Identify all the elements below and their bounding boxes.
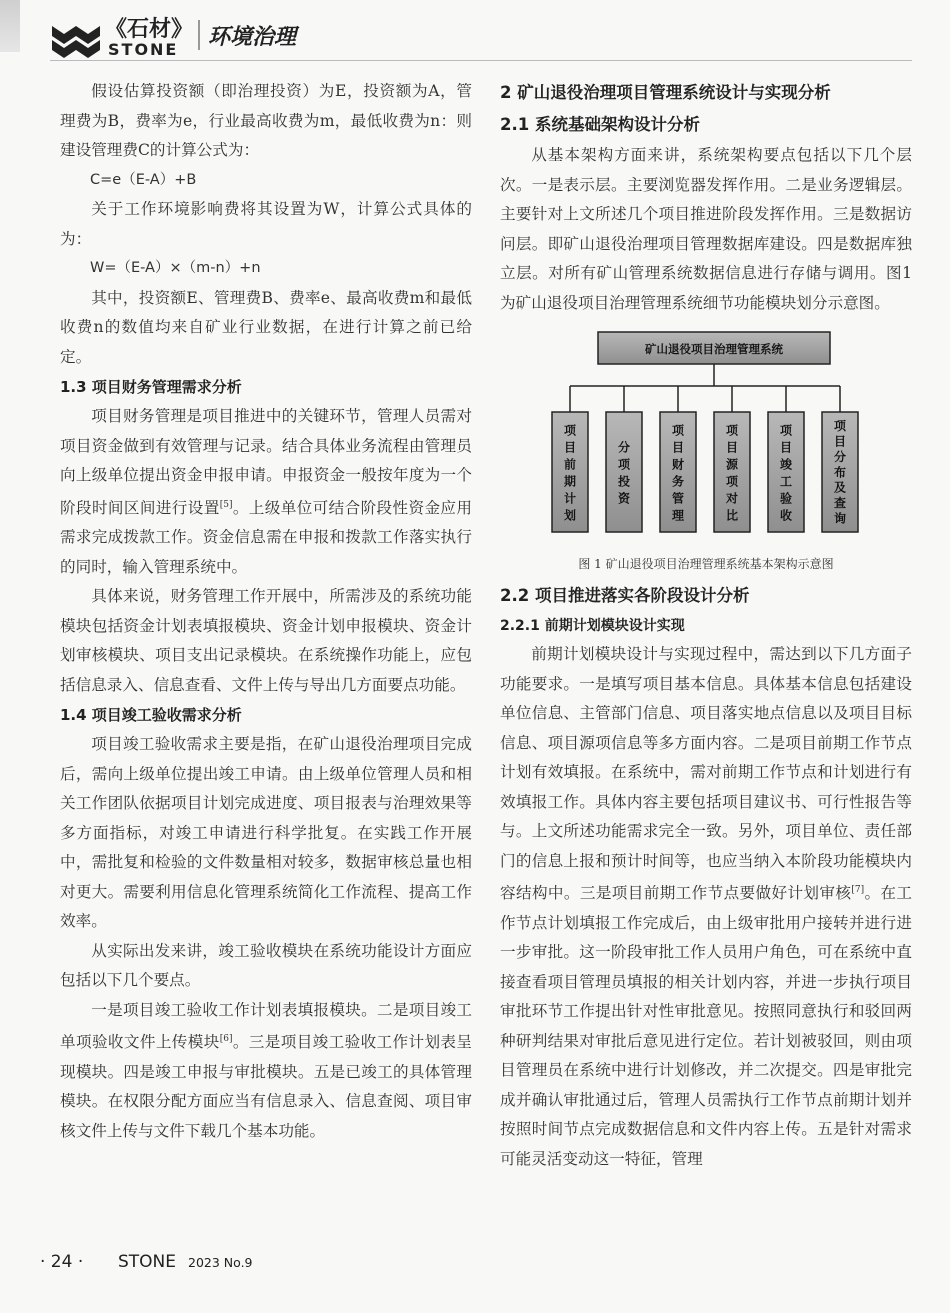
module-label: 项目前期计划 xyxy=(563,423,577,523)
figure-caption: 图 1 矿山退役项目治理管理系统基本架构示意图 xyxy=(578,557,834,571)
paragraph: 一是项目竣工验收工作计划表填报模块。二是项目竣工单项验收文件上传模块[6]。三是项目竣工验收工作计划表呈现模块。四是竣工申报与审批模块。五是已竣工的具体管理模块。在权限分配方面应当有信息录入、信息查阅、项目审核文件上传与文件下载几个基本功能。 xyxy=(60,1000,472,1140)
formula-c: C=e（E-A）+B xyxy=(90,171,197,188)
heading-2-1: 2.1 系统基础架构设计分析 xyxy=(500,115,700,134)
corner-gradient xyxy=(0,0,20,52)
citation-ref: [5] xyxy=(219,499,233,510)
heading-2-2-1: 2.2.1 前期计划模块设计实现 xyxy=(500,618,685,634)
left-column xyxy=(60,77,472,1146)
paragraph: 前期计划模块设计与实现过程中，需达到以下几方面子功能要求。一是填写项目基本信息。具体基本信息包括建设单位信息、主管部门信息、项目落实地点信息以及项目目标信息、项目源项信息等多方面内容。二是项目前期工作节点计划有效填报。在系统中，需对前期工作节点和计划进行有效填报工作。具体内容主要包括项目建议书、可行性报告等与。上文所述功能需求完全一致。另外，项目单位、责任部门的信息上报和预计时间等，也应当纳入本阶段功能模块内容结构中。三是项目前期工作节点要做好计划审核[7]。在工作节点计划填报工作完成后，由上级审批用户接转并进行进一步审批。这一阶段审批工作人员用户角色，可在系统中直接查看项目管理员填报的相关计划内容，并进一步执行项目审批环节工作提出针对性审批意见。按照同意执行和驳回两种研判结果对审批后意见进行定位。若计划被驳回，则由项目管理员在系统中进行计划修改，并二次提交。四是审批完成并确认审批通过后，管理人员需执行工作节点前期计划并按照时间节点完成数据信息和文件内容上传。五是针对需求可能灵活变动这一特征，管理 xyxy=(500,645,912,1168)
heading-1-3: 1.3 项目财务管理需求分析 xyxy=(60,378,242,396)
heading-1-4: 1.4 项目竣工验收需求分析 xyxy=(60,706,242,725)
right-column xyxy=(500,77,912,1174)
heading-2-2: 2.2 项目推进落实各阶段设计分析 xyxy=(500,586,750,605)
paragraph: 假设估算投资额（即治理投资）为E，投资额为A，管理费为B，费率为e，行业最高收费为m，最低收费为n：则建设管理费C的计算公式为： xyxy=(60,82,472,159)
architecture-diagram xyxy=(500,326,912,550)
paragraph: 其中，投资额E、管理费B、费率e、最高收费m和最低收费n的数值均来自矿业行业数据，在进行计算之前已给定。 xyxy=(60,288,472,366)
paragraph: 具体来说，财务管理工作开展中，所需涉及的系统功能模块包括资金计划表填报模块、资金计划申报模块、资金计划审核模块、项目支出记录模块。在系统操作功能上，应包括信息录入、信息查看、文件上传与导出几方面要点功能。 xyxy=(60,587,472,694)
header-rule xyxy=(50,60,912,61)
footer-brand: STONE xyxy=(118,1252,177,1272)
stone-logo-icon xyxy=(50,12,102,58)
root-label: 矿山退役项目治理管理系统 xyxy=(645,342,783,356)
citation-ref: [7] xyxy=(851,885,865,895)
module-label: 项目竣工验收 xyxy=(779,423,793,523)
page-number: · 24 · xyxy=(40,1252,84,1272)
logo-english: STONE xyxy=(108,40,179,59)
issue-number: 2023 No.9 xyxy=(188,1255,253,1270)
heading-2: 2 矿山退役治理项目管理系统设计与实现分析 xyxy=(500,83,831,102)
page-footer xyxy=(40,1252,460,1282)
section-title: 环境治理 xyxy=(208,25,297,50)
paragraph: 关于工作环境影响费将其设置为W，计算公式具体的为： xyxy=(60,200,472,248)
formula-w: W=（E-A）×（m-n）+n xyxy=(90,260,261,276)
citation-ref: [6] xyxy=(219,1034,233,1045)
module-box xyxy=(606,412,642,532)
module-label: 分项投资 xyxy=(617,440,631,506)
paragraph: 从实际出发来讲，竣工验收模块在系统功能设计方面应包括以下几个要点。 xyxy=(60,941,472,990)
header-divider xyxy=(198,20,200,50)
module-label: 项目分布及查询 xyxy=(833,419,847,526)
paragraph: 从基本架构方面来讲，系统架构要点包括以下几个层次。一是表示层。主要浏览器发挥作用。二是业务逻辑层。主要针对上文所述几个项目推进阶段发挥作用。三是数据访问层。即矿山退役治理项目管理数据库建设。四是数据库独立层。对所有矿山管理系统数据信息进行存储与调用。图1为矿山退役项目治理管理系统细节功能模块划分示意图。 xyxy=(500,146,912,312)
paragraph: 项目财务管理是项目推进中的关键环节，管理人员需对项目资金做到有效管理与记录。结合具体业务流程由管理员向上级单位提出资金申报申请。申报资金一般按年度为一个阶段时间区间进行设置[5]。上级单位可结合阶段性资金应用需求完成拨款工作。资金信息需在申报和拨款工作落实执行的同时，输入管理系统中。 xyxy=(60,407,472,576)
module-label: 项目财务管理 xyxy=(671,423,685,523)
page-header xyxy=(50,10,910,62)
logo-chinese: 《石材》 xyxy=(105,17,194,42)
paragraph: 项目竣工验收需求主要是指，在矿山退役治理项目完成后，需向上级单位提出竣工申请。由上级单位管理人员和相关工作团队依据项目计划完成进度、项目报表与治理效果等多方面指标，对竣工申请进行科学批复。在实践工作开展中，需批复和检验的文件数量相对较多，数据审核总量也相对更大。需要利用信息化管理系统简化工作流程、提高工作效率。 xyxy=(60,735,472,931)
module-label: 项目源项对比 xyxy=(725,423,739,523)
